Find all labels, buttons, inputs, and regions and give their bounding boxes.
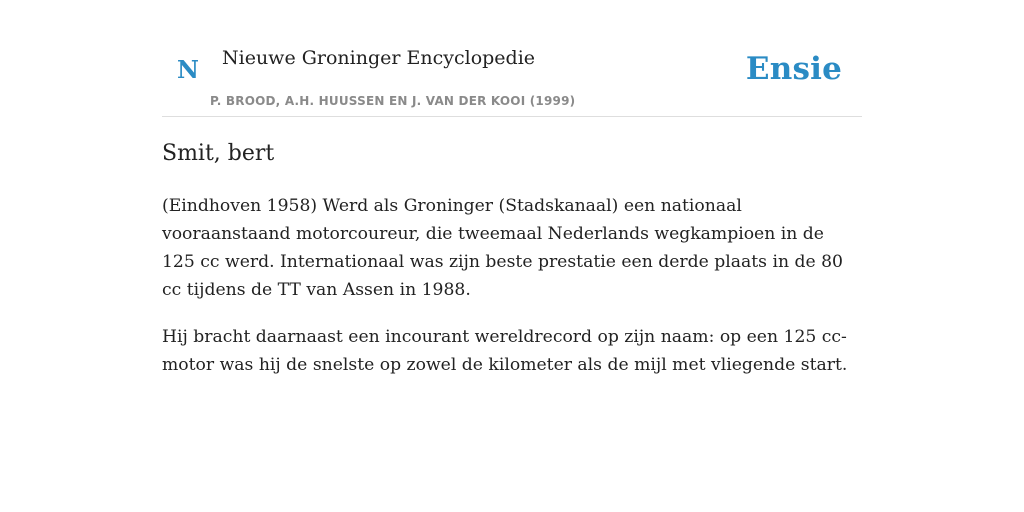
entry-paragraph: (Eindhoven 1958) Werd als Groninger (Stadskanaal) een nationaal vooraanstaand motorcoureur, die tweemaal Nederlands wegkampioen in de 125 cc werd. Internationaal was zijn beste prestatie een derde plaats in de 80 cc tijdens de TT van Assen in 1988.: [162, 196, 843, 300]
source-authors: P. BROOD, A.H. HUUSSEN EN J. VAN DER KOOI (1999): [210, 94, 576, 108]
page: [162, 0, 862, 512]
entry-paragraph: Hij bracht daarnaast een incourant wereldrecord op zijn naam: op een 125 cc-motor was hij de snelste op zowel de kilometer als de mijl met vliegende start.: [162, 327, 848, 375]
source-logo-icon[interactable]: N: [177, 55, 199, 84]
source-title[interactable]: Nieuwe Groninger Encyclopedie: [222, 47, 536, 69]
entry-body: [162, 192, 862, 398]
ensie-logo[interactable]: Ensie: [745, 51, 842, 87]
entry-title: Smit, bert: [162, 141, 275, 166]
source-header: [162, 0, 862, 117]
